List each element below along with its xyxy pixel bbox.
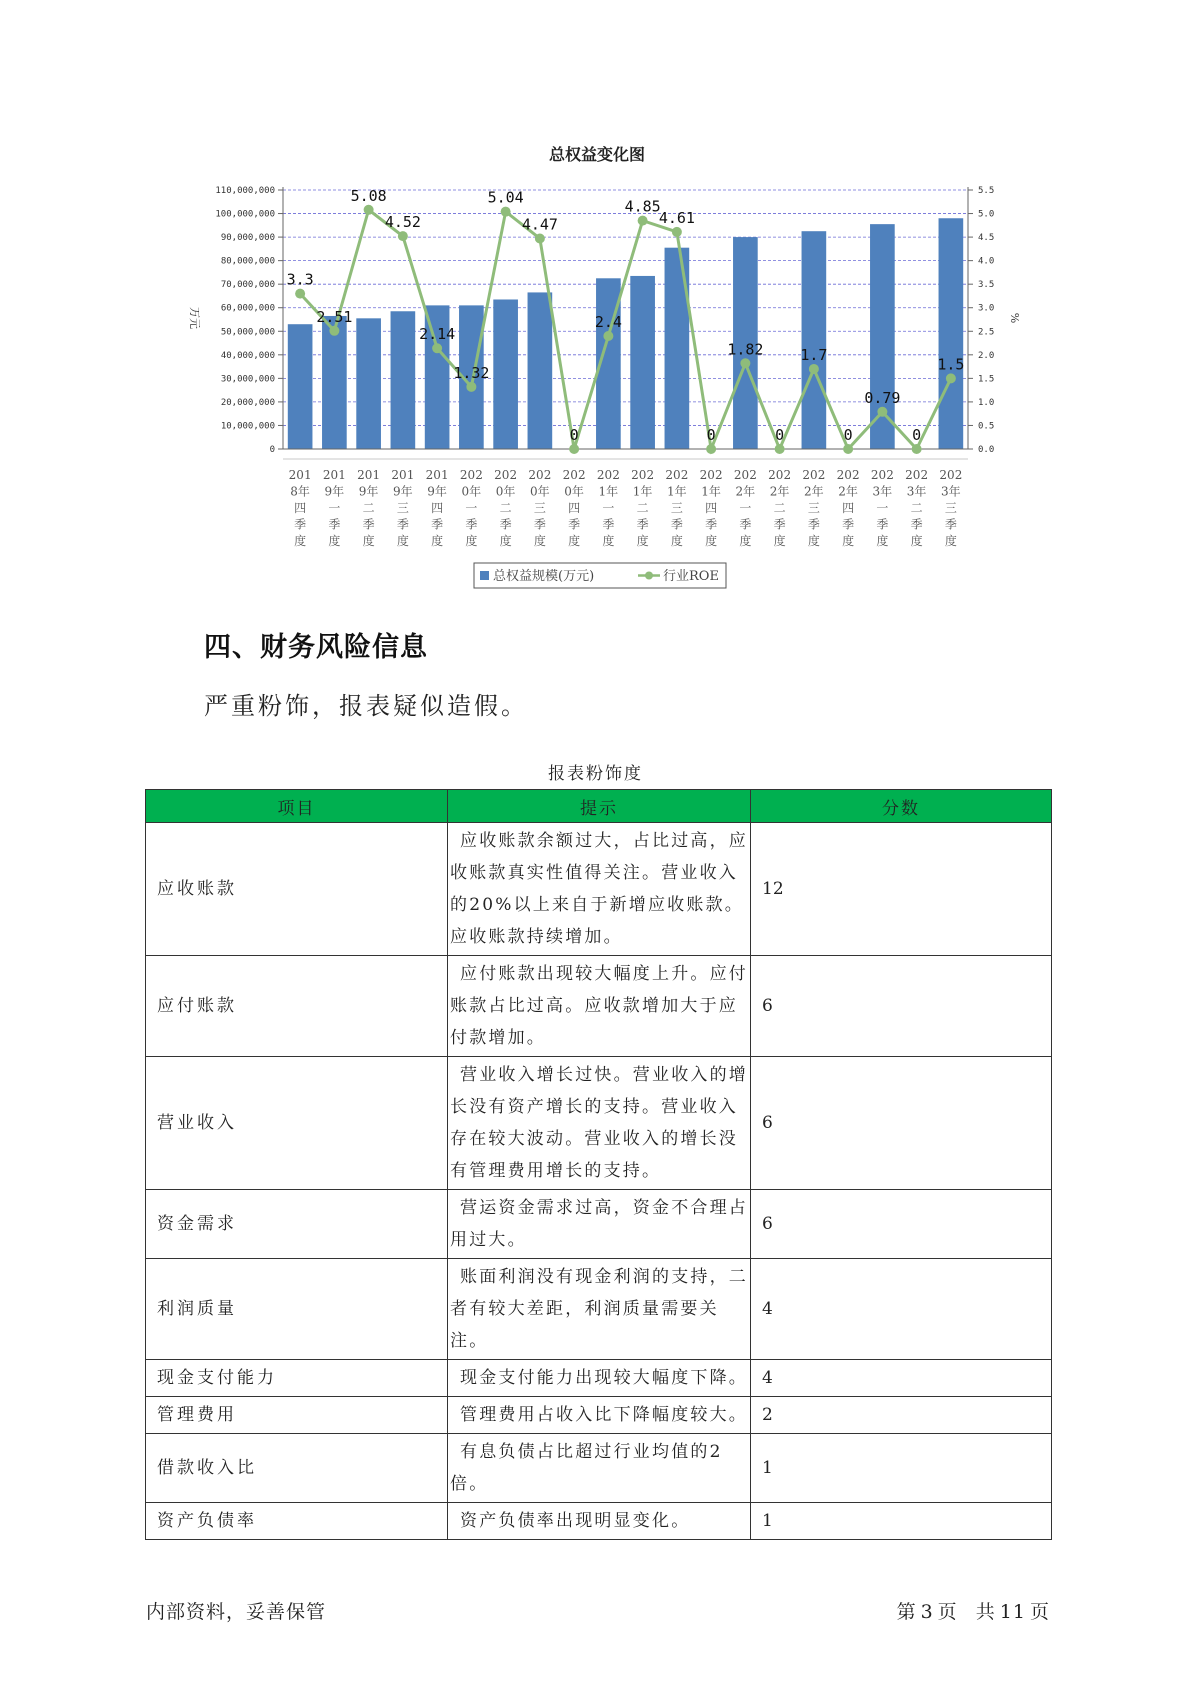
left-tick-label: 10,000,000 xyxy=(220,421,275,432)
roe-data-label: 4.61 xyxy=(658,208,695,227)
row-item: 利润质量 xyxy=(146,1259,448,1360)
roe-point xyxy=(672,227,682,237)
row-score: 12 xyxy=(751,823,1052,956)
roe-data-label: 3.3 xyxy=(286,270,314,289)
equity-bar xyxy=(939,218,964,449)
roe-data-label: 5.04 xyxy=(487,188,524,207)
left-tick-label: 40,000,000 xyxy=(220,350,275,361)
roe-data-label: 1.82 xyxy=(727,340,764,359)
page-prefix: 第 xyxy=(896,1601,917,1623)
roe-data-label: 4.52 xyxy=(384,213,421,232)
table-caption: 报表粉饰度 xyxy=(548,764,643,784)
right-tick-label: 2.0 xyxy=(978,350,995,361)
roe-data-label: 0 xyxy=(706,426,716,444)
category-label: 四 xyxy=(568,501,581,515)
category-label: 二 xyxy=(773,501,786,515)
category-label: 二 xyxy=(362,501,375,515)
row-item: 资产负债率 xyxy=(146,1503,448,1540)
row-hint: 账面利润没有现金利润的支持，二者有较大差距，利润质量需要关注。 xyxy=(448,1259,751,1360)
row-score: 6 xyxy=(751,1057,1052,1190)
category-label: 202 xyxy=(733,468,757,482)
category-label: 三 xyxy=(944,501,957,515)
total-unit: 页 xyxy=(1029,1601,1050,1623)
category-label: 季 xyxy=(910,517,923,532)
row-score: 4 xyxy=(751,1259,1052,1360)
row-item: 营业收入 xyxy=(146,1057,448,1190)
row-item: 现金支付能力 xyxy=(146,1360,448,1397)
section-heading: 四、财务风险信息 xyxy=(204,632,428,663)
category-label: 1年 xyxy=(667,484,687,499)
category-label: 0年 xyxy=(564,484,584,499)
right-tick-label: 5.5 xyxy=(978,186,995,196)
footer-page-info xyxy=(895,1597,1052,1624)
right-tick-label: 0.5 xyxy=(978,421,995,432)
category-label: 季 xyxy=(465,517,478,532)
category-label: 季 xyxy=(328,517,341,532)
category-label: 202 xyxy=(699,468,723,482)
category-label: 一 xyxy=(602,501,615,515)
header-score: 分数 xyxy=(751,790,1052,823)
category-label: 度 xyxy=(807,534,820,548)
category-label: 季 xyxy=(602,517,615,532)
equity-chart xyxy=(0,0,1191,600)
category-label: 四 xyxy=(705,501,718,515)
equity-bar xyxy=(356,318,381,449)
legend-bar-swatch xyxy=(480,571,489,580)
right-tick-label: 1.0 xyxy=(978,397,995,408)
roe-point xyxy=(912,444,922,454)
row-hint: 资产负债率出现明显变化。 xyxy=(448,1503,751,1540)
roe-point xyxy=(775,444,785,454)
category-label: 度 xyxy=(739,534,752,548)
legend-point-swatch xyxy=(645,572,653,580)
roe-data-label: 1.7 xyxy=(800,345,828,364)
row-item: 应付账款 xyxy=(146,956,448,1057)
roe-data-label: 2.51 xyxy=(316,307,353,326)
row-score: 2 xyxy=(751,1397,1052,1434)
category-label: 季 xyxy=(499,517,512,532)
category-label: 9年 xyxy=(393,484,413,499)
roe-data-label: 1.5 xyxy=(937,355,965,374)
left-tick-label: 70,000,000 xyxy=(220,280,275,291)
category-label: 202 xyxy=(528,468,552,482)
category-label: 二 xyxy=(910,501,923,515)
category-label: 9年 xyxy=(427,484,447,499)
left-tick-label: 110,000,000 xyxy=(215,186,275,196)
page-number: 3 xyxy=(920,1601,934,1623)
category-label: 度 xyxy=(636,534,649,548)
table-header-row xyxy=(146,790,1052,823)
roe-point xyxy=(466,382,476,392)
category-label: 季 xyxy=(362,517,375,532)
table-row xyxy=(146,1259,1052,1360)
left-tick-label: 50,000,000 xyxy=(220,327,275,338)
legend-label-roe: 行业ROE xyxy=(663,569,719,584)
table-row xyxy=(146,1397,1052,1434)
left-tick-label: 20,000,000 xyxy=(220,397,275,408)
category-label: 2年 xyxy=(769,484,790,499)
roe-data-label: 1.32 xyxy=(453,363,490,382)
category-label: 度 xyxy=(362,534,375,548)
roe-point xyxy=(501,207,511,217)
roe-point xyxy=(569,444,579,454)
category-label: 季 xyxy=(842,517,855,532)
category-label: 0年 xyxy=(461,484,482,499)
left-tick-label: 100,000,000 xyxy=(215,209,275,220)
row-hint: 管理费用占收入比下降幅度较大。 xyxy=(448,1397,751,1434)
category-label: 度 xyxy=(670,534,683,548)
left-tick-label: 80,000,000 xyxy=(220,256,275,267)
right-tick-label: 2.5 xyxy=(978,327,995,338)
total-prefix: 共 xyxy=(975,1601,996,1623)
category-label: 202 xyxy=(836,468,860,482)
category-label: 9年 xyxy=(358,484,379,499)
category-label: 201 xyxy=(288,468,312,482)
equity-bar xyxy=(802,231,827,449)
right-tick-label: 3.0 xyxy=(978,303,995,314)
roe-data-label: 2.4 xyxy=(594,312,622,331)
roe-point xyxy=(877,407,887,417)
category-label: 度 xyxy=(842,534,855,548)
category-label: 季 xyxy=(396,517,409,532)
roe-point xyxy=(329,326,339,336)
category-label: 二 xyxy=(499,501,512,515)
category-label: 季 xyxy=(944,517,957,532)
roe-point xyxy=(638,216,648,226)
category-label: 三 xyxy=(396,501,409,515)
left-tick-label: 60,000,000 xyxy=(220,303,275,314)
category-label: 季 xyxy=(705,517,718,532)
roe-point xyxy=(603,331,613,341)
roe-data-label: 4.47 xyxy=(521,215,558,234)
chart-title: 总权益变化图 xyxy=(548,145,646,164)
left-tick-label: 30,000,000 xyxy=(220,374,275,385)
category-label: 四 xyxy=(431,501,444,515)
category-label: 季 xyxy=(739,517,752,532)
row-item: 应收账款 xyxy=(146,823,448,956)
roe-point xyxy=(843,444,853,454)
equity-bar xyxy=(391,311,416,449)
category-label: 1年 xyxy=(598,484,619,499)
category-label: 四 xyxy=(294,501,307,515)
row-hint: 应收账款余额过大，占比过高，应收账款真实性值得关注。营业收入的20%以上来自于新增应收账款。应收账款持续增加。 xyxy=(448,823,751,956)
row-item: 管理费用 xyxy=(146,1397,448,1434)
page-unit: 页 xyxy=(937,1601,958,1623)
table-row xyxy=(146,1057,1052,1190)
category-label: 度 xyxy=(431,534,444,548)
category-label: 度 xyxy=(876,534,889,548)
roe-data-label: 0 xyxy=(912,426,922,444)
category-label: 季 xyxy=(533,517,546,532)
header-item: 项目 xyxy=(146,790,448,823)
category-label: 三 xyxy=(533,501,546,515)
equity-bar xyxy=(322,316,347,449)
legend-label-equity: 总权益规模(万元) xyxy=(493,569,595,584)
row-score: 6 xyxy=(751,956,1052,1057)
roe-point xyxy=(535,234,545,244)
category-label: 202 xyxy=(596,468,620,482)
table-row xyxy=(146,1503,1052,1540)
roe-data-label: 4.85 xyxy=(624,197,661,216)
category-label: 202 xyxy=(939,468,963,482)
right-tick-label: 5.0 xyxy=(978,209,995,220)
category-label: 度 xyxy=(465,534,478,548)
table-row xyxy=(146,956,1052,1057)
category-label: 二 xyxy=(636,501,649,515)
category-label: 0年 xyxy=(495,484,516,499)
category-label: 9年 xyxy=(324,484,345,499)
row-hint: 有息负债占比超过行业均值的2倍。 xyxy=(448,1434,751,1503)
category-label: 2年 xyxy=(735,484,756,499)
row-score: 6 xyxy=(751,1190,1052,1259)
category-label: 度 xyxy=(705,534,718,548)
category-label: 202 xyxy=(768,468,792,482)
category-label: 季 xyxy=(876,517,889,532)
right-axis-label: % xyxy=(1008,312,1021,324)
category-label: 202 xyxy=(665,468,689,482)
category-label: 202 xyxy=(562,468,586,482)
row-item: 资金需求 xyxy=(146,1190,448,1259)
risk-table xyxy=(145,789,1052,1540)
category-label: 202 xyxy=(905,468,929,482)
category-label: 1年 xyxy=(632,484,653,499)
roe-data-label: 0 xyxy=(775,426,785,444)
category-label: 度 xyxy=(602,534,615,548)
roe-point xyxy=(740,358,750,368)
right-tick-label: 4.0 xyxy=(978,256,995,267)
right-tick-label: 3.5 xyxy=(978,280,995,291)
category-label: 度 xyxy=(396,534,409,548)
category-label: 季 xyxy=(568,517,581,532)
left-tick-label: 0 xyxy=(269,445,275,455)
category-label: 201 xyxy=(322,468,346,482)
category-label: 8年 xyxy=(290,484,310,499)
row-item: 借款收入比 xyxy=(146,1434,448,1503)
roe-data-label: 0 xyxy=(843,426,853,444)
category-label: 2年 xyxy=(804,484,824,499)
table-row xyxy=(146,1360,1052,1397)
roe-point xyxy=(364,205,374,215)
category-label: 季 xyxy=(636,517,649,532)
category-label: 度 xyxy=(294,534,307,548)
row-hint: 应付账款出现较大幅度上升。应付账款占比过高。应收款增加大于应付款增加。 xyxy=(448,956,751,1057)
category-label: 3年 xyxy=(872,484,893,499)
category-label: 三 xyxy=(807,501,820,515)
category-label: 202 xyxy=(494,468,518,482)
row-score: 1 xyxy=(751,1503,1052,1540)
category-label: 度 xyxy=(568,534,581,548)
roe-data-label: 0 xyxy=(569,426,579,444)
roe-point xyxy=(946,373,956,383)
total-pages: 11 xyxy=(999,1601,1026,1623)
equity-bar xyxy=(493,299,518,449)
category-label: 度 xyxy=(533,534,546,548)
category-label: 一 xyxy=(876,501,889,515)
category-label: 度 xyxy=(328,534,341,548)
roe-point xyxy=(706,444,716,454)
row-score: 1 xyxy=(751,1434,1052,1503)
category-label: 3年 xyxy=(941,484,961,499)
category-label: 一 xyxy=(465,501,478,515)
category-label: 2年 xyxy=(838,484,858,499)
roe-point xyxy=(809,364,819,374)
right-tick-label: 1.5 xyxy=(978,374,995,385)
table-row xyxy=(146,1190,1052,1259)
category-label: 季 xyxy=(773,517,786,532)
category-label: 度 xyxy=(499,534,512,548)
category-label: 度 xyxy=(910,534,923,548)
roe-data-label: 0.79 xyxy=(864,388,901,407)
right-tick-label: 4.5 xyxy=(978,233,995,244)
left-tick-label: 90,000,000 xyxy=(220,233,275,244)
category-label: 三 xyxy=(670,501,683,515)
table-row xyxy=(146,823,1052,956)
row-hint: 营业收入增长过快。营业收入的增长没有资产增长的支持。营业收入存在较大波动。营业收入的增长没有管理费用增长的支持。 xyxy=(448,1057,751,1190)
category-label: 季 xyxy=(294,517,307,532)
category-label: 201 xyxy=(391,468,415,482)
left-axis-label: 万元 xyxy=(188,307,201,329)
roe-data-label: 5.08 xyxy=(350,186,387,205)
category-label: 度 xyxy=(944,534,957,548)
roe-point xyxy=(398,231,408,241)
category-label: 202 xyxy=(459,468,483,482)
roe-point xyxy=(295,289,305,299)
category-label: 202 xyxy=(631,468,655,482)
category-label: 1年 xyxy=(701,484,721,499)
category-label: 一 xyxy=(739,501,752,515)
category-label: 季 xyxy=(670,517,683,532)
equity-bar xyxy=(288,324,313,449)
section-subtitle: 严重粉饰，报表疑似造假。 xyxy=(204,692,528,720)
row-hint: 现金支付能力出现较大幅度下降。 xyxy=(448,1360,751,1397)
table-row xyxy=(146,1434,1052,1503)
category-label: 季 xyxy=(807,517,820,532)
row-score: 4 xyxy=(751,1360,1052,1397)
row-hint: 营运资金需求过高，资金不合理占用过大。 xyxy=(448,1190,751,1259)
header-hint: 提示 xyxy=(448,790,751,823)
category-label: 202 xyxy=(870,468,894,482)
roe-data-label: 2.14 xyxy=(419,325,456,344)
category-label: 201 xyxy=(357,468,381,482)
category-label: 3年 xyxy=(906,484,927,499)
right-tick-label: 0.0 xyxy=(978,445,995,455)
roe-point xyxy=(432,343,442,353)
footer-confidential-note: 内部资料，妥善保管 xyxy=(146,1601,327,1623)
category-label: 度 xyxy=(773,534,786,548)
category-label: 四 xyxy=(842,501,855,515)
category-label: 201 xyxy=(425,468,449,482)
category-label: 一 xyxy=(328,501,341,515)
equity-bar xyxy=(528,292,553,449)
category-label: 202 xyxy=(802,468,826,482)
equity-chart-svg xyxy=(0,0,1191,600)
equity-bar xyxy=(630,276,655,449)
category-label: 0年 xyxy=(530,484,550,499)
category-label: 季 xyxy=(431,517,444,532)
